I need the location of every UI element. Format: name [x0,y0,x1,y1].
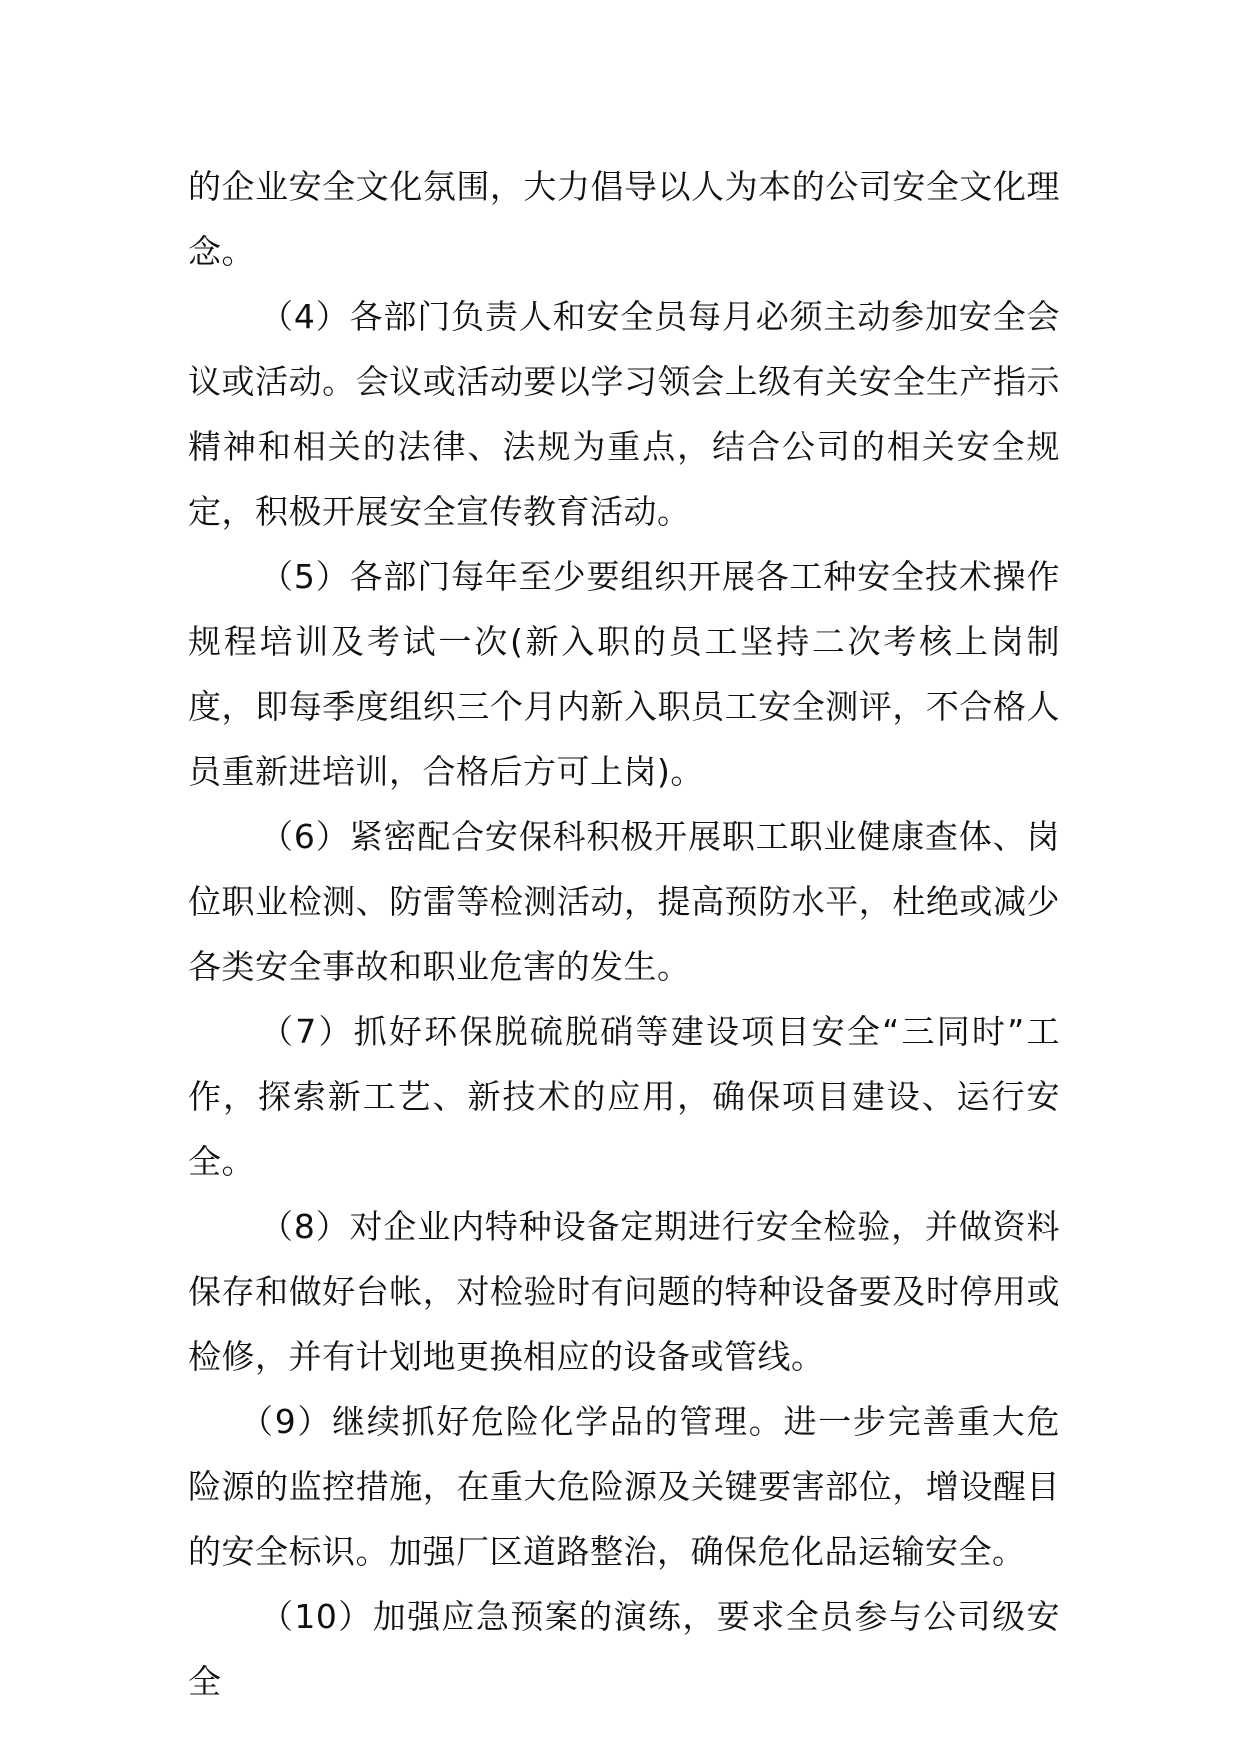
paragraph-item-6: （6）紧密配合安保科积极开展职工职业健康查体、岗位职业检测、防雷等检测活动，提高预防水平，杜绝或减少各类安全事故和职业危害的发生。 [188,817,1060,986]
paragraph-item-7: （7）抓好环保脱硫脱硝等建设项目安全“三同时”工作，探索新工艺、新技术的应用，确保项目建设、运行安全。 [188,1012,1060,1181]
paragraph-item-9: （9）继续抓好危险化学品的管理。进一步完善重大危险源的监控措施，在重大危险源及关键要害部位，增设醒目的安全标识。加强厂区道路整治，确保危化品运输安全。 [188,1402,1060,1571]
paragraph-continuation: 的企业安全文化氛围，大力倡导以人为本的公司安全文化理念。 [188,167,1060,271]
paragraph-item-10: （10）加强应急预案的演练，要求全员参与公司级安全 [188,1597,1060,1701]
document-body [188,154,1060,1714]
paragraph-item-8: （8）对企业内特种设备定期进行安全检验，并做资料保存和做好台帐，对检验时有问题的特种设备要及时停用或检修，并有计划地更换相应的设备或管线。 [188,1207,1060,1376]
paragraph-item-5: （5）各部门每年至少要组织开展各工种安全技术操作规程培训及考试一次(新入职的员工坚持二次考核上岗制度，即每季度组织三个月内新入职员工安全测评，不合格人员重新进培训，合格后方可上岗)。 [188,557,1060,791]
paragraph-item-4: （4）各部门负责人和安全员每月必须主动参加安全会议或活动。会议或活动要以学习领会上级有关安全生产指示精神和相关的法律、法规为重点，结合公司的相关安全规定，积极开展安全宣传教育活动。 [188,297,1060,531]
